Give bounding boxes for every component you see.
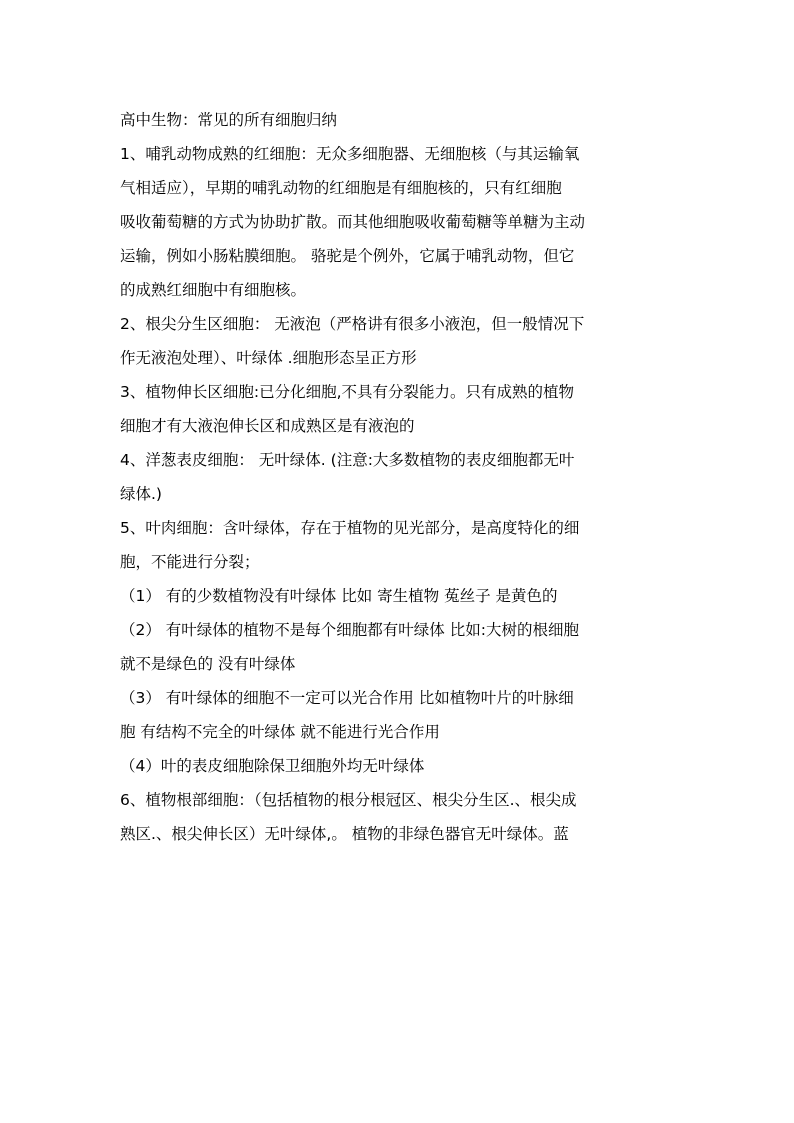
list-item-line: （1） 有的少数植物没有叶绿体 比如 寄生植物 菟丝子 是黄色的 (120, 587, 558, 605)
paragraph-line: 4、洋葱表皮细胞： 无叶绿体. (注意:大多数植物的表皮细胞都无叶 (120, 451, 575, 469)
paragraph-line: 吸收葡萄糖的方式为协助扩散。而其他细胞吸收葡萄糖等单糖为主动 (120, 213, 586, 231)
paragraph-line: 细胞才有大液泡伸长区和成熟区是有液泡的 (120, 417, 415, 435)
document-body (120, 103, 676, 851)
paragraph-line: 作无液泡处理）、叶绿体 .细胞形态呈正方形 (120, 349, 417, 367)
paragraph-line: 熟区.、根尖伸长区）无叶绿体,。 植物的非绿色器官无叶绿体。蓝 (120, 825, 569, 843)
list-item-line: 就不是绿色的 没有叶绿体 (120, 655, 296, 673)
paragraph-line: 5、叶肉细胞：含叶绿体，存在于植物的见光部分，是高度特化的细 (120, 519, 580, 537)
paragraph-line: 气相适应），早期的哺乳动物的红细胞是有细胞核的，只有红细胞 (120, 179, 562, 197)
paragraph-line: 6、植物根部细胞：（包括植物的根分根冠区、根尖分生区.、根尖成 (120, 791, 577, 809)
document-title: 高中生物：常见的所有细胞归纳 (120, 111, 338, 129)
paragraph-line: 2、根尖分生区细胞： 无液泡（严格讲有很多小液泡，但一般情况下 (120, 315, 585, 333)
list-item-line: （4）叶的表皮细胞除保卫细胞外均无叶绿体 (120, 757, 425, 775)
paragraph-line: 运输，例如小肠粘膜细胞。 骆驼是个例外，它属于哺乳动物，但它 (120, 247, 575, 265)
paragraph-line: 胞，不能进行分裂； (120, 553, 260, 571)
list-item-line: （3） 有叶绿体的细胞不一定可以光合作用 比如植物叶片的叶脉细 (120, 689, 574, 707)
paragraph-line: 绿体.) (120, 485, 162, 503)
paragraph-line: 1、哺乳动物成熟的红细胞：无众多细胞器、无细胞核（与其运输氧 (120, 145, 580, 163)
list-item-line: 胞 有结构不完全的叶绿体 就不能进行光合作用 (120, 723, 440, 741)
paragraph-line: 3、植物伸长区细胞:已分化细胞,不具有分裂能力。只有成熟的植物 (120, 383, 575, 401)
list-item-line: （2） 有叶绿体的植物不是每个细胞都有叶绿体 比如:大树的根细胞 (120, 621, 579, 639)
paragraph-line: 的成熟红细胞中有细胞核。 (120, 281, 307, 299)
